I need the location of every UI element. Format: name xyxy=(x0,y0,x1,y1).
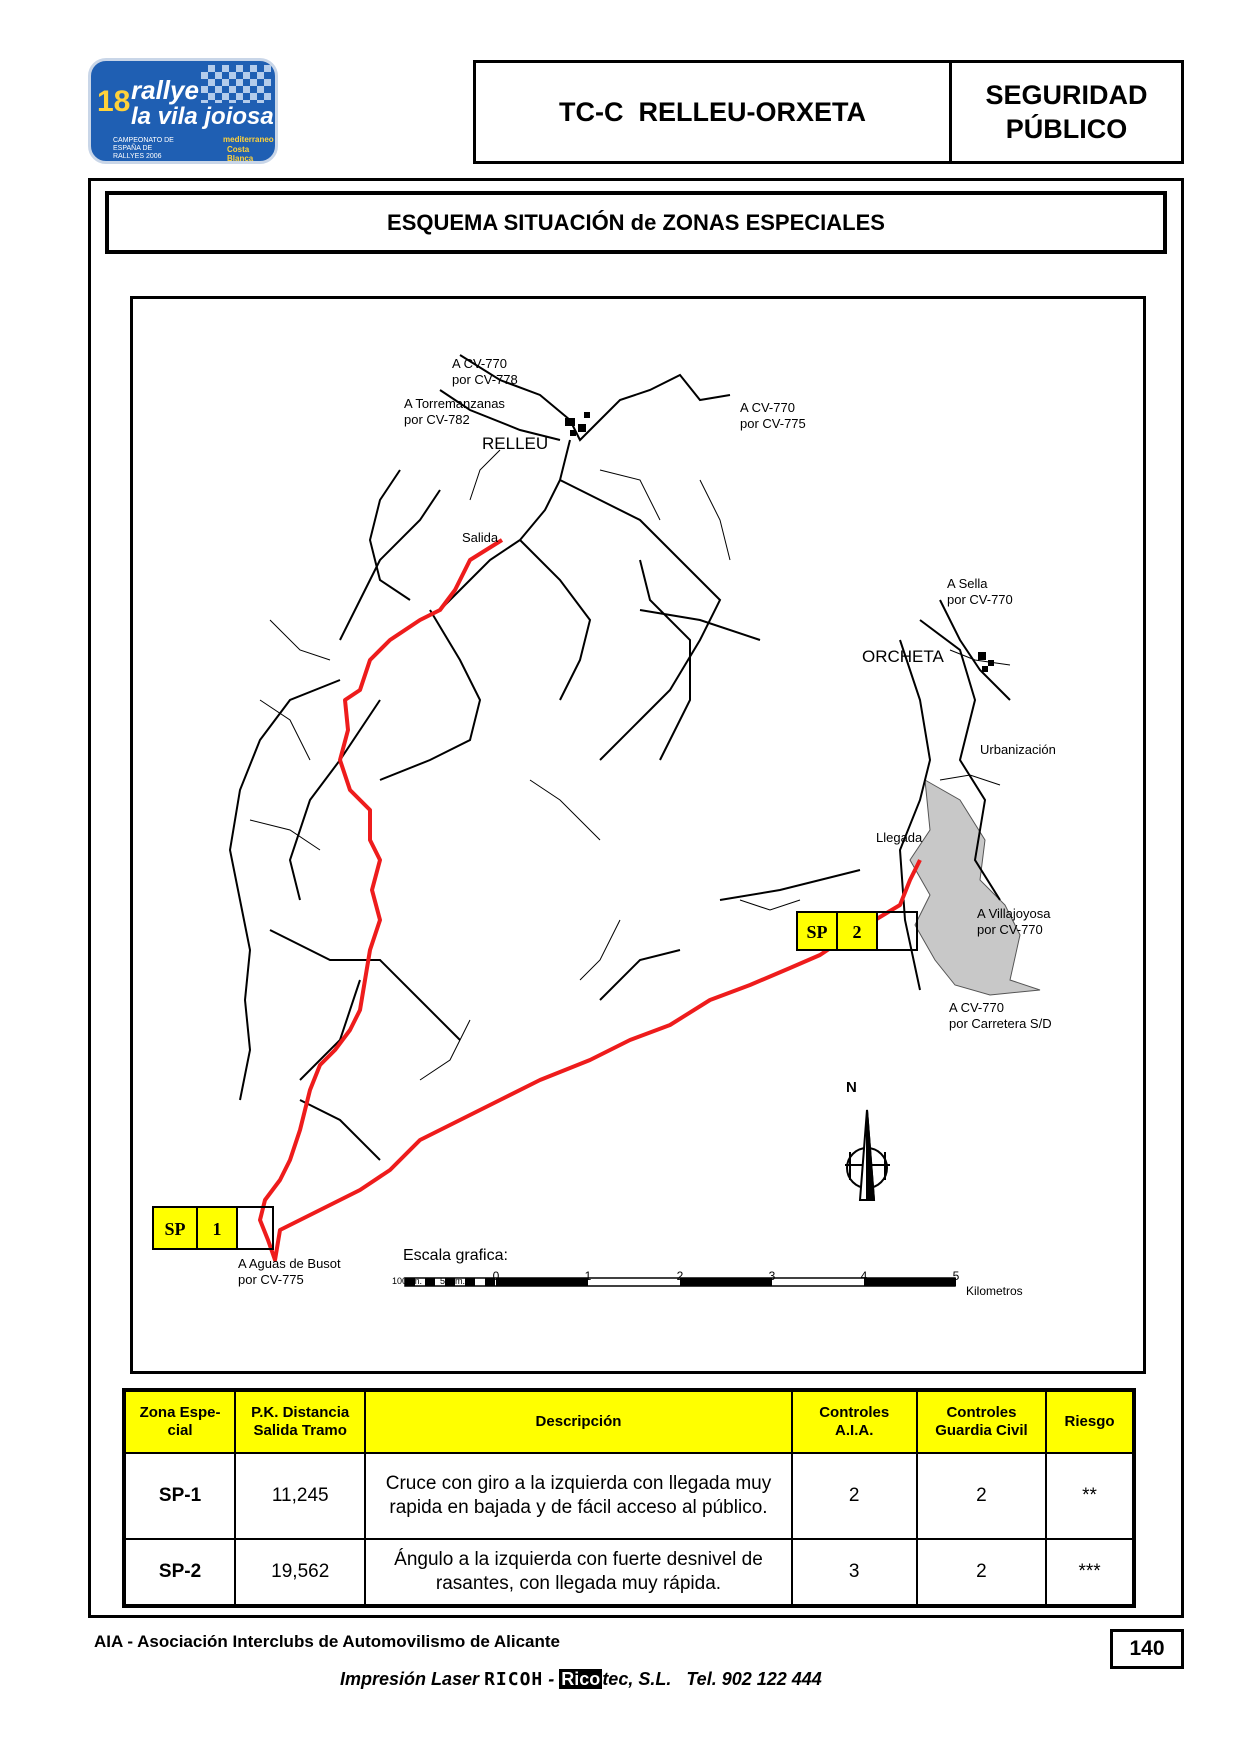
header-zone: Zona Espe- cial xyxy=(124,1390,235,1453)
cell-description: Ángulo a la izquierda con fuerte desnivel de rasantes, con llegada muy rápida. xyxy=(365,1539,791,1606)
label-busot-line2: por CV-775 xyxy=(238,1272,304,1287)
scale-tick-3: 3 xyxy=(768,1269,776,1283)
table-row xyxy=(124,1453,1134,1539)
cell-zone: SP-2 xyxy=(124,1539,235,1606)
scale-title: Escala grafica: xyxy=(403,1247,508,1264)
cell-description: Cruce con giro a la izquierda con llegada muy rapida en bajada y de fácil acceso al público. xyxy=(365,1453,791,1539)
sp2-number: 2 xyxy=(852,922,862,942)
logo-costa-blanca: Costa Blanca xyxy=(227,145,254,163)
cell-risk: ** xyxy=(1046,1453,1134,1539)
scale-tick-2: 2 xyxy=(676,1269,684,1283)
label-orcheta: ORCHETA xyxy=(862,647,944,666)
footer-organization: AIA - Asociación Interclubs de Automovilismo de Alicante xyxy=(94,1632,561,1651)
label-carretera-line1: A CV-770 xyxy=(949,1000,1004,1015)
special-zones-table xyxy=(122,1388,1136,1608)
print-telephone: Tel. 902 122 444 xyxy=(686,1669,822,1689)
stage-title: TC-C RELLEU-ORXETA xyxy=(559,96,866,127)
sp2-code: SP xyxy=(806,922,828,942)
scale-unit: Kilometros xyxy=(966,1284,1023,1298)
stage-route xyxy=(260,540,920,1260)
label-torremanzanas-line2: por CV-782 xyxy=(404,412,470,427)
document-type-line1: SEGURIDAD xyxy=(985,80,1148,110)
cell-risk: *** xyxy=(1046,1539,1134,1606)
label-llegada: Llegada xyxy=(876,830,923,845)
label-busot-line1: A Aguas de Busot xyxy=(238,1256,341,1271)
table-header-row xyxy=(124,1390,1134,1453)
label-torremanzanas-line1: A Torremanzanas xyxy=(404,396,505,411)
header-pk: P.K. Distancia Salida Tramo xyxy=(235,1390,365,1453)
cell-zone: SP-1 xyxy=(124,1453,235,1539)
cell-controls-guardia-civil: 2 xyxy=(917,1539,1046,1606)
label-sella-line1: A Sella xyxy=(947,576,988,591)
header-controls-guardia-civil: Controles Guardia Civil xyxy=(917,1390,1046,1453)
cell-pk: 11,245 xyxy=(235,1453,365,1539)
logo-line-vila-joiosa: la vila joiosa xyxy=(131,103,274,130)
section-title: ESQUEMA SITUACIÓN de ZONAS ESPECIALES xyxy=(387,209,885,235)
label-cv770-775-line1: A CV-770 xyxy=(740,400,795,415)
scale-500m: 500m. xyxy=(440,1276,466,1286)
label-salida: Salida xyxy=(462,530,499,545)
scale-tick-4: 4 xyxy=(860,1269,868,1283)
scale-tick-0: 0 xyxy=(492,1269,500,1283)
sp1-code: SP xyxy=(164,1219,186,1239)
table-row xyxy=(124,1539,1134,1606)
footer-printer-credit xyxy=(340,1669,822,1690)
cell-controls-guardia-civil: 2 xyxy=(917,1453,1046,1539)
cell-controls-aia: 3 xyxy=(792,1539,917,1606)
header-description: Descripción xyxy=(365,1390,791,1453)
reservoir-area xyxy=(910,780,1040,995)
print-dash: - xyxy=(548,1669,555,1689)
print-prefix: Impresión Laser xyxy=(340,1669,480,1689)
north-arrow-compass xyxy=(845,1110,890,1200)
rico-logo-text: Rico xyxy=(561,1669,601,1689)
label-villajoyosa-line1: A Villajoyosa xyxy=(977,906,1051,921)
logo-line-rallye: rallye xyxy=(131,75,199,105)
header-risk: Riesgo xyxy=(1046,1390,1134,1453)
label-urbanizacion: Urbanización xyxy=(980,742,1056,757)
road-network xyxy=(230,355,1010,1160)
label-sella-line2: por CV-770 xyxy=(947,592,1013,607)
page-number-box xyxy=(1110,1629,1184,1669)
scale-tick-1: 1 xyxy=(584,1269,592,1283)
label-cv770-778-line2: por CV-778 xyxy=(452,372,518,387)
cell-pk: 19,562 xyxy=(235,1539,365,1606)
scale-1000m: 1000m. xyxy=(392,1276,423,1286)
label-carretera-line2: por Carretera S/D xyxy=(949,1016,1052,1031)
document-type-line2: PÚBLICO xyxy=(1005,114,1128,144)
ricoh-logo-text: RICOH xyxy=(484,1669,544,1690)
label-villajoyosa-line2: por CV-770 xyxy=(977,922,1043,937)
label-cv770-775-line2: por CV-775 xyxy=(740,416,806,431)
logo-edition-number: 18 xyxy=(97,85,131,118)
logo-championship-text: CAMPEONATO DE ESPAÑA DE RALLYES 2006 xyxy=(113,137,174,160)
cell-controls-aia: 2 xyxy=(792,1453,917,1539)
header-controls-aia: Controles A.I.A. xyxy=(792,1390,917,1453)
logo-mediterraneo: mediterraneo xyxy=(223,135,274,144)
scale-tick-5: 5 xyxy=(952,1269,960,1283)
label-north: N xyxy=(846,1079,857,1096)
sp1-number: 1 xyxy=(212,1219,222,1239)
page-number: 140 xyxy=(1129,1637,1165,1660)
label-relleu: RELLEU xyxy=(482,434,549,453)
label-cv770-778-line1: A CV-770 xyxy=(452,356,507,371)
print-company-rest: tec, S.L. xyxy=(602,1669,672,1689)
